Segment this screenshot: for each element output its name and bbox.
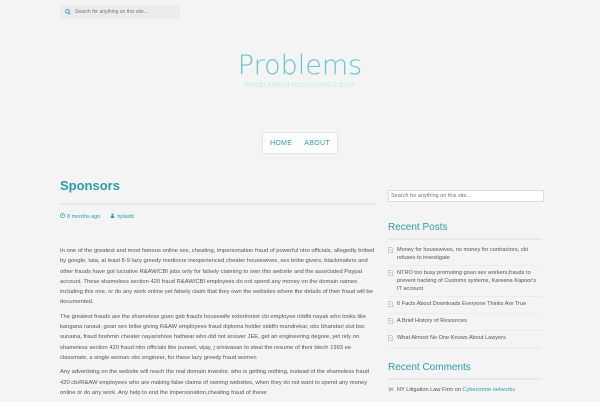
nav-home[interactable]: HOME [270,139,293,147]
recent-post-item[interactable] [388,317,542,331]
divider [60,203,376,205]
recent-posts-list [388,246,542,348]
search-input[interactable] [73,6,175,18]
recent-post-link[interactable]: 6 Facts About Downloads Everyone Thinks Are True [397,301,527,307]
recent-post-item[interactable] [388,269,542,297]
post-paragraph: Any advertising on the website will reach the real domain investor, who is getting nothing, instead of the shameless fraud 420 cbi/R&AW employees who are making false claims of owning websites, when they do not want to spend any money online or do any work. Any help to end the impersonation,cheating fraud of these [60,369,370,396]
recent-post-link[interactable]: What Almost No One Knows About Lawyers [397,335,506,341]
document-icon [388,269,395,279]
post-paragraph: The greatest frauds are the shameless goan gsb frauds housewife extortionist cbi employee riddhi nayak who looks like kangana ranaut, goan sex bribe giving R&AW employees fraud diploma holder siddhi mandrekar, obc bhandari slut bsc sunaina, fraud brahmin cheater nayanshree hathwar who did not answer JEE, get an engineering degree, yet rely on shameless section 420 fraud ntro officials like puneet, vijay, j srinivasan to steal the resume of their btech 1993 ee classmate, a single woman obc engineer, for these lazy greedy fraud women [60,313,367,361]
document-icon [388,300,395,310]
recent-comment-item [388,386,542,396]
sidebar-search-input[interactable] [388,190,544,202]
post-title[interactable]: Sponsors [60,178,120,193]
recent-post-item[interactable] [388,246,542,266]
user-icon [110,213,115,220]
top-bar [0,0,600,24]
search-icon[interactable] [63,9,73,15]
comment-on: on [454,387,461,393]
document-icon [388,246,395,256]
recent-post-link[interactable]: Money for housewives, no money for contractors, cbi refuses to investigate [397,247,528,261]
site-title[interactable]: Problems [237,50,363,81]
recent-post-link[interactable]: NTRO too busy promoting goan sex workers,frauds to prevent hacking of Customs systems, Kareena Kapoor's IT account [397,270,537,292]
recent-post-item[interactable] [388,334,542,348]
recent-comments-heading: Recent Comments [388,362,471,373]
site-tagline: PROBLEMSOFHOUSEWIVES.COM [244,83,355,89]
clock-icon [60,213,65,220]
recent-post-link[interactable]: A Brief History of Resources [397,318,467,324]
comment-icon [388,386,395,396]
divider [388,238,542,240]
divider [388,378,542,380]
recent-posts-heading: Recent Posts [388,222,448,233]
post-date[interactable]: 8 months ago [67,213,101,220]
sidebar [388,184,542,399]
recent-post-item[interactable] [388,300,542,314]
top-search-box[interactable] [60,5,180,19]
main-content [60,178,376,402]
recent-comments-list [388,386,542,396]
document-icon [388,317,395,327]
comment-post-link[interactable]: Cybercrime networks [462,387,516,393]
post-body [60,246,376,398]
post-author[interactable]: hpladd [117,213,134,220]
document-icon [388,334,395,344]
post-paragraph: In one of the greatest and most famous online sex, cheating, impersonation fraud of powerful ntro officials, allegedly bribed by google, tata, at least 8-9 lazy greedy mediocre inexperienced cheater housewives, sex bribe givers, blackmailers and other frauds have got lucrative R&AW/CBI jobs only for falsely claiming to own this website and the associated Paypal account. These shameless section 420 fraud R&AW/CBI employees do not spend any money on the domain names including this one, or do any work online yet falsely claim that they own the websites where the details of their fraud will be documented. [60,248,375,306]
post-meta [60,213,376,220]
nav-about[interactable]: ABOUT [304,139,330,147]
comment-author[interactable]: NY Litigation Law Firm [397,387,454,393]
main-nav [262,132,338,154]
